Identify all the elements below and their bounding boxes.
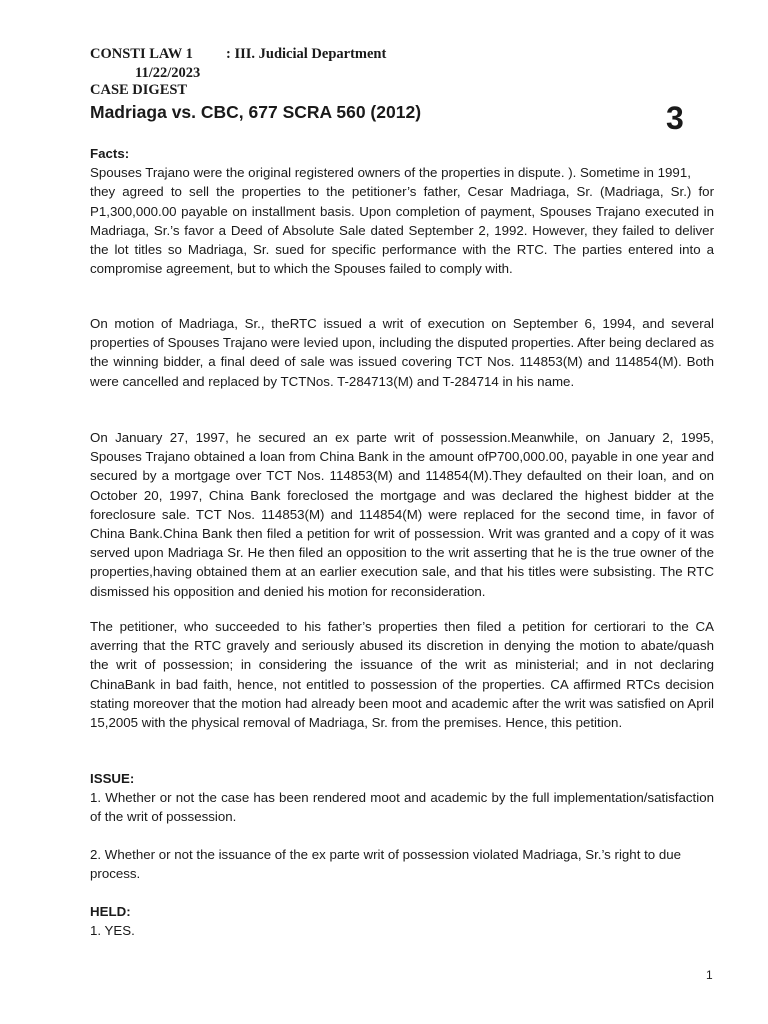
issue-label: ISSUE:	[90, 771, 135, 786]
topic-label: : III. Judicial Department	[226, 46, 387, 62]
page-number: 1	[706, 968, 713, 982]
held-section	[90, 902, 714, 940]
held-1: 1. YES.	[90, 923, 135, 939]
facts-label: Facts:	[90, 146, 130, 161]
date-label: 11/22/2023	[135, 65, 201, 81]
issue-2: 2. Whether or not the issuance of the ex parte writ of possession violated Madriaga, Sr.’s right to due process.	[90, 847, 682, 882]
facts-paragraph-3: On January 27, 1997, he secured an ex parte writ of possession.Meanwhile, on January 2, 1995, Spouses Trajano obtained a loan from China Bank in the amount ofP700,000.00, payable in one year and secured by a mortgage over TCT Nos. 114853(M) and 114854(M).They defaulted on their loan, and on October 20, 1997, China Bank foreclosed the mortgage and was declared the highest bidder at the foreclosure sale. TCT Nos. 114853(M) and 114854(M) were replaced for the second time, in favor of China Bank.China Bank then filed a petition for writ of possession. Writ was granted and a copy of it was served upon Madriaga Sr. He then filed an opposition to the writ asserting that he is the true owner of the properties,having obtained them at an earlier execution sale, and that his titles were subsisting. The RTC dismissed his opposition and denied his motion for reconsideration.	[90, 430, 714, 599]
course-label: CONSTI LAW 1	[90, 46, 193, 62]
held-label: HELD:	[90, 904, 131, 919]
digest-number: 3	[666, 100, 684, 136]
facts-paragraph-1: they agreed to sell the properties to the petitioner’s father, Cesar Madriaga, Sr. (Madriaga, Sr.) for P1,300,000.00 payable on installment basis. Upon completion of payment, Spouses Trajano executed in Madriaga, Sr.’s favor a Deed of Absolute Sale dated September 2, 1992. However, they failed to deliver the lot titles so Madriaga, Sr. sued for specific performance with the RTC. The parties entered into a compromise agreement, but to which the Spouses failed to comply with.	[90, 184, 714, 277]
facts-section	[90, 144, 714, 278]
facts-line1: Spouses Trajano were the original registered owners of the properties in dispute. ). Sometime in 1991,	[90, 165, 691, 181]
doc-type-label: CASE DIGEST	[90, 82, 188, 98]
issue-section	[90, 769, 714, 827]
case-title: Madriaga vs. CBC, 677 SCRA 560 (2012)	[90, 102, 422, 122]
facts-paragraph-2: On motion of Madriaga, Sr., theRTC issued a writ of execution on September 6, 1994, and several properties of Spouses Trajano were levied upon, including the disputed properties. After being declared as the winning bidder, a final deed of sale was issued covering TCT Nos. 114853(M) and 114854(M). Both were cancelled and replaced by TCTNos. T-284713(M) and T-284714 in his name.	[90, 316, 714, 389]
issue-1: 1. Whether or not the case has been rendered moot and academic by the full implementation/satisfaction of the writ of possession.	[90, 790, 714, 825]
facts-paragraph-4: The petitioner, who succeeded to his father’s properties then filed a petition for certiorari to the CA averring that the RTC gravely and seriously abused its discretion in denying the motion to abate/quash the writ of possession; in considering the issuance of the writ as ministerial; and in not declaring ChinaBank in bad faith, hence, not entitled to possession of the properties. CA affirmed RTCs decision stating moreover that the motion had already been moot and academic after the writ was satisfied on April 15,2005 with the physical removal of Madriaga, Sr. from the premises. Hence, this petition.	[90, 619, 714, 731]
